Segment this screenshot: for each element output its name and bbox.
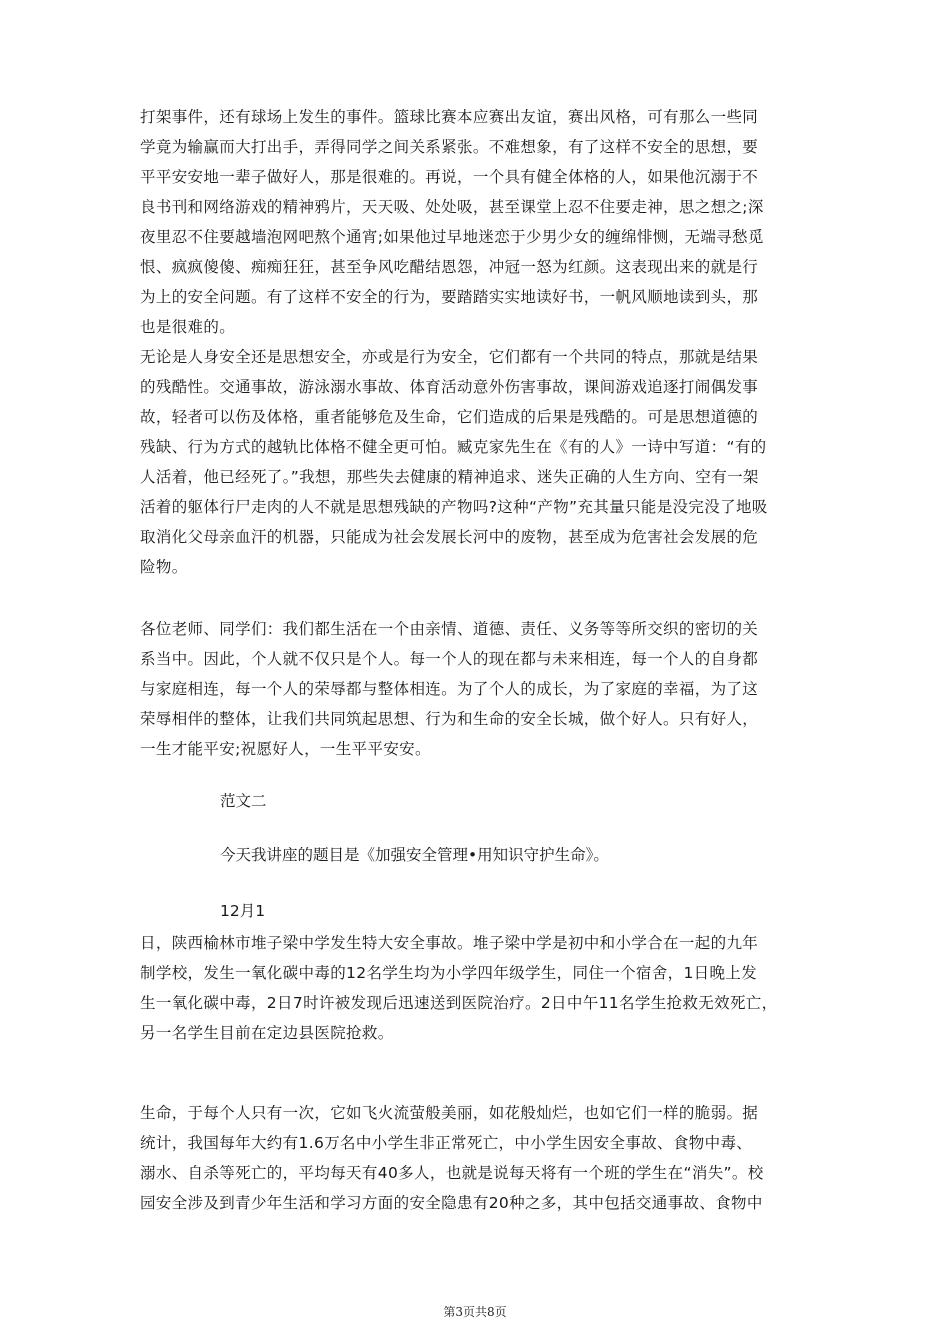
paragraph-statistics: 生命，于每个人只有一次，它如飞火流萤般美丽，如花般灿烂，也如它们一样的脆弱。据 统计，我国每年大约有1.6万名中小学生非正常死亡，中小学生因安全事故、食物中毒、 溺水、自杀等死亡的，平均每天有40多人，也就是说每天将有一个班的学生在“消失”。校 园安全涉及到青少年生活和学习方面的安全隐患有20种之多，其中包括交通事故、食物中 xyxy=(140,1104,764,1212)
paragraph-incident: 日，陕西榆林市堆子梁中学发生特大安全事故。堆子梁中学是初中和小学合在一起的九年 制学校，发生一氧化碳中毒的12名学生均为小学四年级学生，同住一个宿舍，1日晚上发 生一氧化碳中毒，2日7时许被发现后迅速送到医院治疗。2日中午11名学生抢救无效死亡， 另一名学生目前在定边县医院抢救。 xyxy=(140,934,778,1042)
lecture-topic: 今天我讲座的题目是《加强安全管理•用知识守护生命》。 xyxy=(220,846,609,864)
paragraph-behavior-safety: 打架事件，还有球场上发生的事件。篮球比赛本应赛出友谊，赛出风格，可有那么一些同 学竟为输赢而大打出手，弄得同学之间关系紧张。不难想象，有了这样不安全的思想，要 平平安安地一辈子做好人，那是很难的。再说，一个具有健全体格的人，如果他沉溺于不 良书刊和网络游戏的精神鸦片，天天吸、处处吸，甚至课堂上忍不住要走神，思之想之;深 夜里忍不住要越墙泡网吧熬个通宵;如果他过早地迷恋于少男少女的缠绵悱恻，无端寻愁觅 恨、疯疯傻傻、痴痴狂狂，甚至争风吃醋结恩怨，冲冠一怒为红颜。这表现出来的就是行 为上的安全问题。有了这样不安全的行为，要踏踏实实地读好书，一帆风顺地读到头，那 也是很难的。 xyxy=(140,108,764,336)
section-heading: 范文二 xyxy=(220,792,267,810)
paragraph-cruelty: 无论是人身安全还是思想安全，亦或是行为安全，它们都有一个共同的特点，那就是结果 的残酷性。交通事故，游泳溺水事故、体育活动意外伤害事故，课间游戏追逐打闹偶发事 故，轻者可以伤及体格，重者能够危及生命，它们造成的后果是残酷的。可是思想道德的 残缺、行为方式的越轨比体格不健全更可怕。臧克家先生在《有的人》一诗中写道：“有的 人活着，他已经死了。”我想，那些失去健康的精神追求、迷失正确的人生方向、空有一架 活着的躯体行尸走肉的人不就是思想残缺的产物吗?这种“产物”充其量只能是没完没了地吸 取消化父母亲血汗的机器，只能成为社会发展长河中的废物，甚至成为危害社会发展的危 险物。 xyxy=(140,348,768,576)
date-line: 12月1 xyxy=(220,902,266,920)
paragraph-closing: 各位老师、同学们：我们都生活在一个由亲情、道德、责任、义务等等所交织的密切的关 系当中。因此，个人就不仅只是个人。每一个人的现在都与未来相连，每一个人的自身都 与家庭相连，每一个人的荣辱都与整体相连。为了个人的成长，为了家庭的幸福，为了这 荣辱相伴的整体，让我们共同筑起思想、行为和生命的安全长城，做个好人。只有好人， 一生才能平安;祝愿好人，一生平平安安。 xyxy=(140,620,759,758)
page-footer: 第3页共8页 xyxy=(443,1305,507,1319)
